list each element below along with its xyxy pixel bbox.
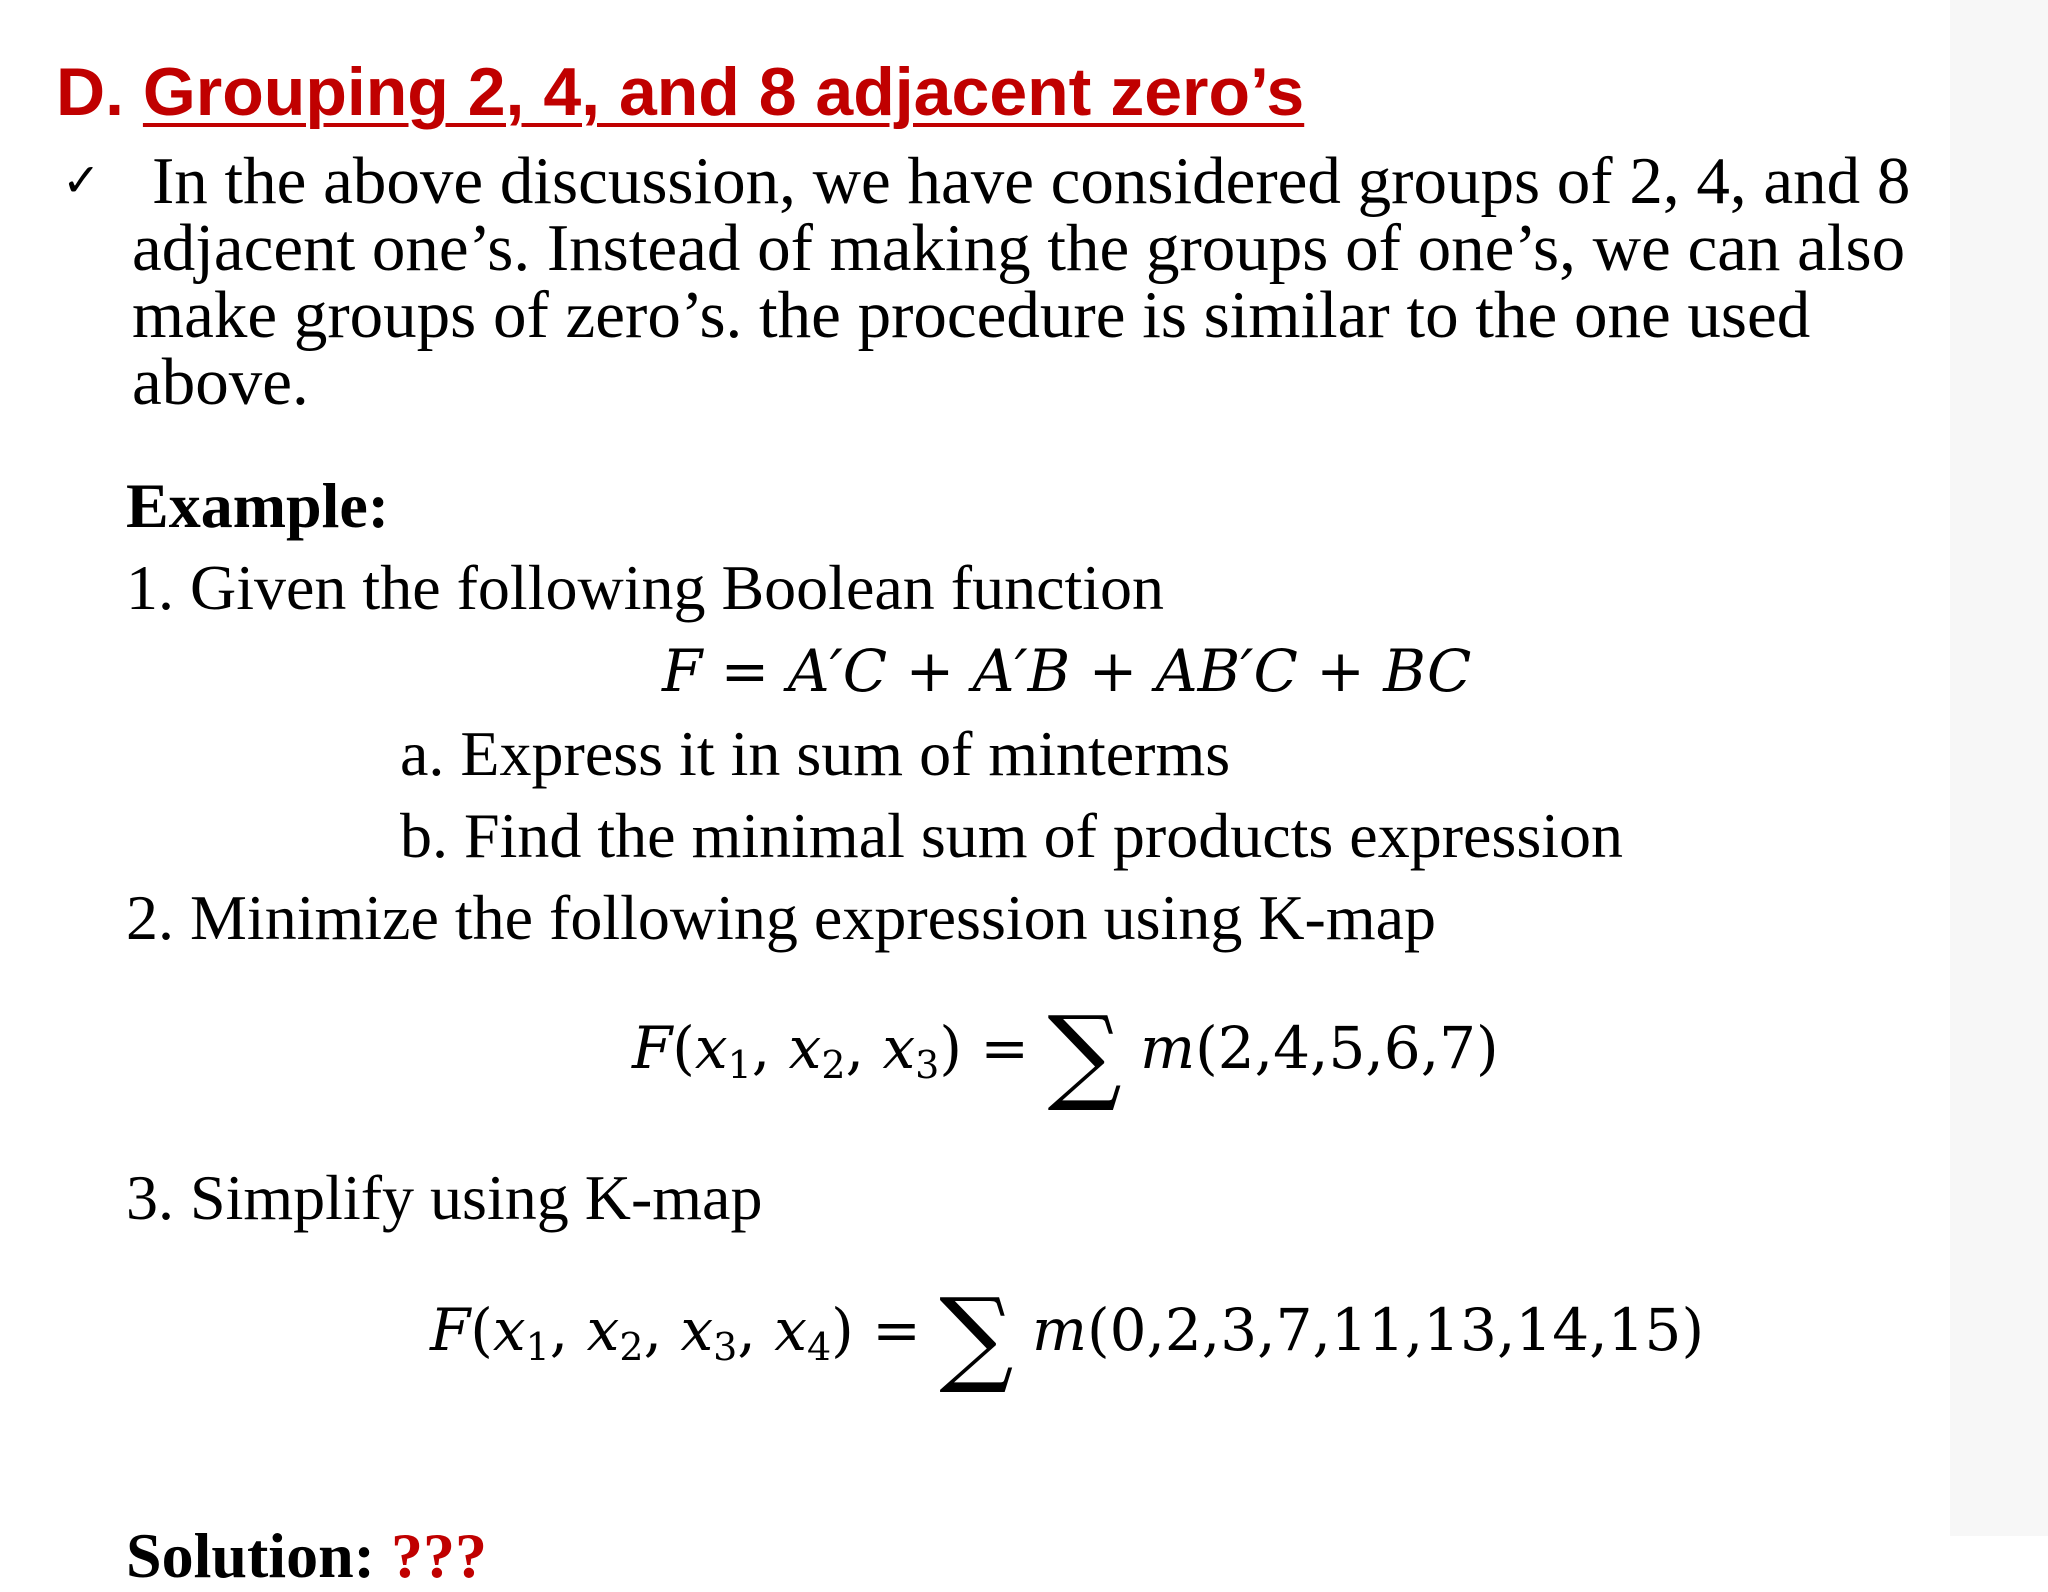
formula-1: F = A′C + A′B + AB′C + BC bbox=[662, 637, 1472, 705]
heading-prefix: D. bbox=[56, 54, 143, 130]
intro-line-1: In the above discussion, we have considered groups of 2, 4, and 8 bbox=[152, 144, 1911, 218]
section-heading bbox=[56, 50, 1304, 134]
example-item-2: 2. Minimize the following expression using K-map bbox=[126, 882, 1437, 953]
check-mark-icon: ✓ bbox=[62, 153, 101, 207]
example-item-3: 3. Simplify using K-map bbox=[126, 1162, 763, 1233]
solution-label: Solution: ??? bbox=[126, 1520, 487, 1591]
heading-title: Grouping 2, 4, and 8 adjacent zero’s bbox=[142, 54, 1305, 130]
intro-line-3: make groups of zero’s. the procedure is similar to the one used bbox=[132, 278, 1811, 352]
solution-placeholder: ??? bbox=[390, 1520, 487, 1591]
intro-line-4: above. bbox=[132, 345, 309, 419]
formula-3: $F(x_1$, $x_2$, $x_3$, $x_4$) = ∑ m(0,2,3,7,11,13,14,15) bbox=[430, 1275, 1705, 1397]
example-item-1a: a. Express it in sum of minterms bbox=[400, 718, 1231, 789]
sigma-icon: ∑ bbox=[1047, 993, 1122, 1115]
sigma-icon: ∑ bbox=[939, 1275, 1014, 1397]
intro-paragraph bbox=[132, 144, 1972, 419]
formula-2: $F(x_1$, $x_2$, $x_3$) = ∑ m(2,4,5,6,7) bbox=[632, 993, 1499, 1115]
intro-line-2: adjacent one’s. Instead of making the groups of one’s, we can also bbox=[132, 211, 1906, 285]
example-item-1b: b. Find the minimal sum of products expression bbox=[400, 800, 1623, 871]
example-label: Example: bbox=[126, 470, 390, 541]
example-item-1: 1. Given the following Boolean function bbox=[126, 552, 1165, 623]
